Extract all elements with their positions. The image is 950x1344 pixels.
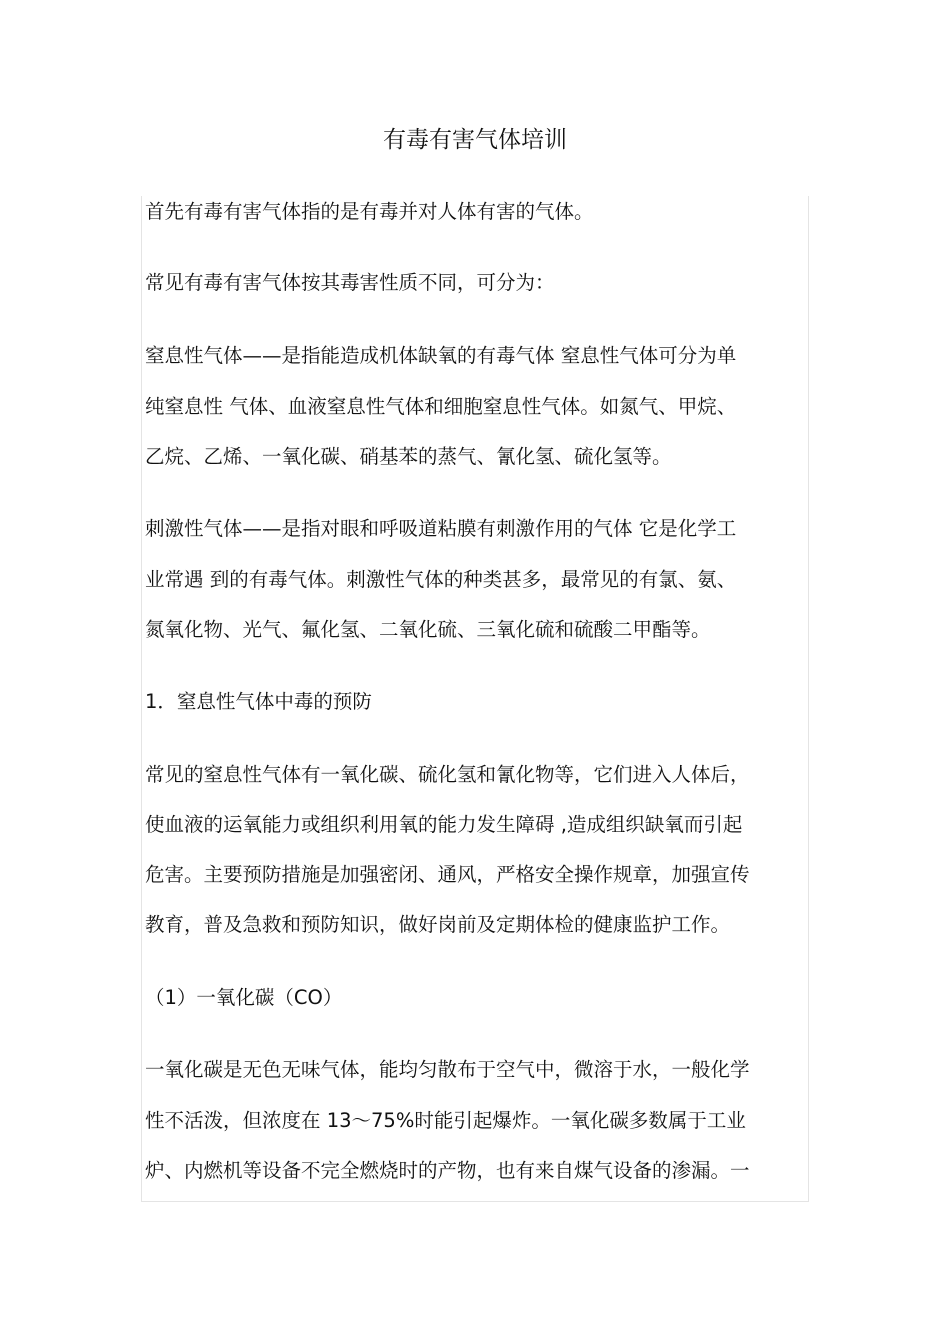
text-line: 窒息性气体——是指能造成机体缺氧的有毒气体 窒息性气体可分为单: [145, 344, 737, 367]
text-line: 首先有毒有害气体指的是有毒并对人体有害的气体。: [145, 200, 594, 223]
text-line: 刺激性气体——是指对眼和呼吸道粘膜有刺激作用的气体 它是化学工: [145, 517, 737, 540]
text-line: 性不活泼，但浓度在 13～75%时能引起爆炸。一氧化碳多数属于工业: [145, 1109, 746, 1132]
text-line: 乙烷、乙烯、一氧化碳、硝基苯的蒸气、氰化氢、硫化氢等。: [145, 445, 672, 468]
text-line: 纯窒息性 气体、血液窒息性气体和细胞窒息性气体。如氮气、甲烷、: [145, 395, 737, 418]
text-line: 常见有毒有害气体按其毒害性质不同，可分为：: [145, 271, 555, 294]
text-line: 业常遇 到的有毒气体。刺激性气体的种类甚多，最常见的有氯、氨、: [145, 568, 737, 591]
section-heading: 1．窒息性气体中毒的预防: [145, 690, 372, 713]
text-line: 氮氧化物、光气、氟化氢、二氧化硫、三氧化硫和硫酸二甲酯等。: [145, 618, 711, 641]
text-line: 炉、内燃机等设备不完全燃烧时的产物，也有来自煤气设备的渗漏。一: [145, 1159, 750, 1182]
subsection-heading: （1）一氧化碳（CO）: [145, 986, 343, 1009]
text-line: 危害。主要预防措施是加强密闭、通风，严格安全操作规章，加强宣传: [145, 863, 750, 886]
page-title: 有毒有害气体培训: [383, 127, 567, 153]
text-line: 教育，普及急救和预防知识，做好岗前及定期体检的健康监护工作。: [145, 913, 731, 936]
text-line: 常见的窒息性气体有一氧化碳、硫化氢和氰化物等，它们进入人体后，: [145, 763, 750, 786]
text-line: 一氧化碳是无色无味气体，能均匀散布于空气中，微溶于水，一般化学: [145, 1058, 750, 1081]
text-line: 使血液的运氧能力或组织利用氧的能力发生障碍 ,造成组织缺氧而引起: [145, 813, 743, 836]
